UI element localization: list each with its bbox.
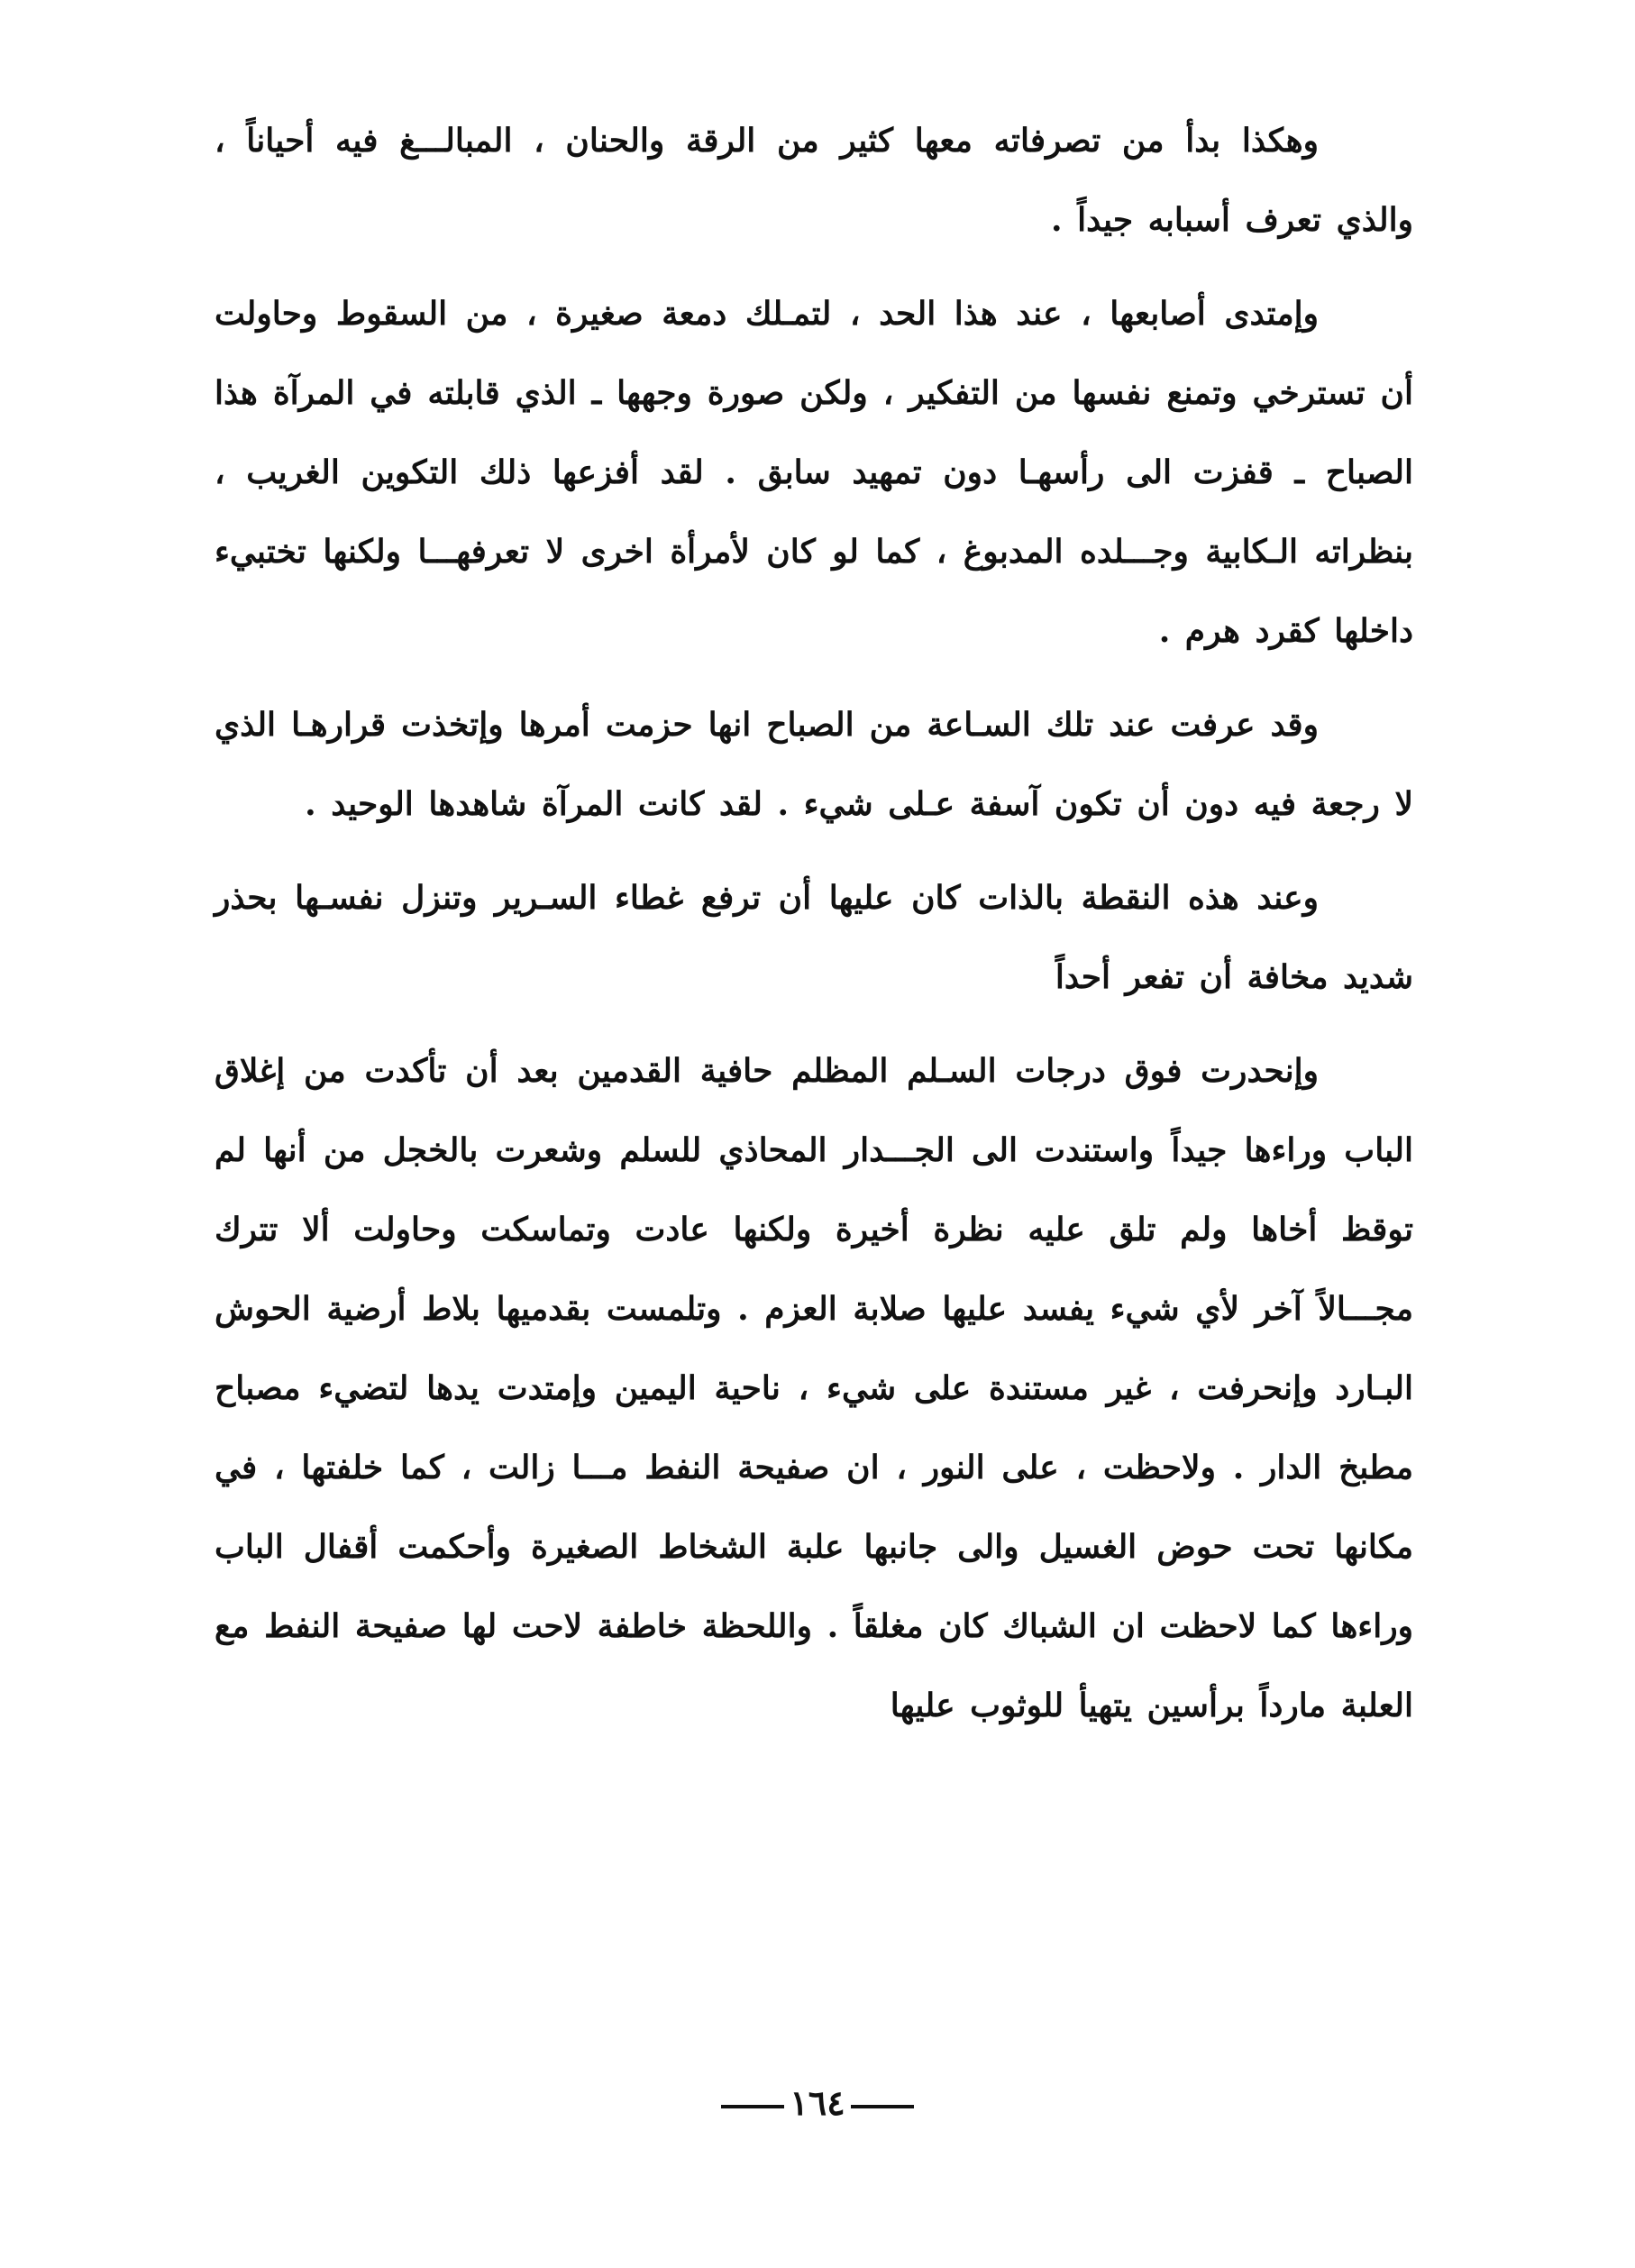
page-number-dash-left bbox=[851, 2105, 914, 2108]
paragraph-4: وعند هذه النقطة بالذات كان عليها أن ترفع غطاء السـرير وتنزل نفسـها بحذر شديد مخافة أن تفعر أحداً bbox=[215, 879, 1413, 996]
body-text bbox=[215, 101, 1413, 1745]
paragraph-5: وإنحدرت فوق درجات السـلم المظلم حافية القدمين بعد أن تأكدت من إغلاق الباب وراءها جيداً واستندت الى الجـــدار المحاذي للسلم وشعرت بالخجل من أنها لم توقظ أخاها ولم تلق عليه نظرة أخيرة ولكنها عادت وتماسكت وحاولت ألا تترك مجـــالاً آخر لأي شيء يفسد عليها صلابة العزم . وتلمست بقدميها بلاط أرضية الحوش البـارد وإنحرفت ، غير مستندة على شيء ، ناحية اليمين وإمتدت يدها لتضيء مصباح مطبخ الدار . ولاحظت ، على النور ، ان صفيحة النفط مـــا زالت ، كما خلفتها ، في مكانها تحت حوض الغسيل والى جانبها علبة الشخاط الصغيرة وأحكمت أقفال الباب وراءها كما لاحظت ان الشباك كان مغلقاً . واللحظة خاطفة لاحت لها صفيحة النفط مع العلبة مارداً برأسين يتهيأ للوثوب عليها bbox=[215, 1052, 1413, 1724]
page-number-footer bbox=[0, 2082, 1635, 2123]
paragraph-2: وإمتدى أصابعها ، عند هذا الحد ، لتمـلك دمعة صغيرة ، من السقوط وحاولت أن تسترخي وتمنع نفسها من التفكير ، ولكن صورة وجهها ـ الذي قابلته في المرآة هذا الصباح ـ قفزت الى رأسهـا دون تمهيد سابق . لقد أفزعها ذلك التكوين الغريب ، بنظراته الـكابية وجـــلده المدبوغ ، كما لو كان لأمرأة اخرى لا تعرفهـــا ولكنها تختبيء داخلها كقرد هرم . bbox=[215, 295, 1413, 650]
paragraph-1: وهكذا بدأ من تصرفاته معها كثير من الرقة والحنان ، المبالـــغ فيه أحياناً ، والذي تعرف أسبابه جيداً . bbox=[215, 122, 1413, 239]
page-number: ١٦٤ bbox=[790, 2082, 845, 2123]
page-number-dash-right bbox=[721, 2105, 784, 2108]
paragraph-3: وقد عرفت عند تلك السـاعة من الصباح انها حزمت أمرها وإتخذت قرارهـا الذي لا رجعة فيه دون أن تكون آسفة عـلى شيء . لقد كانت المرآة شاهدها الوحيد . bbox=[215, 706, 1413, 823]
